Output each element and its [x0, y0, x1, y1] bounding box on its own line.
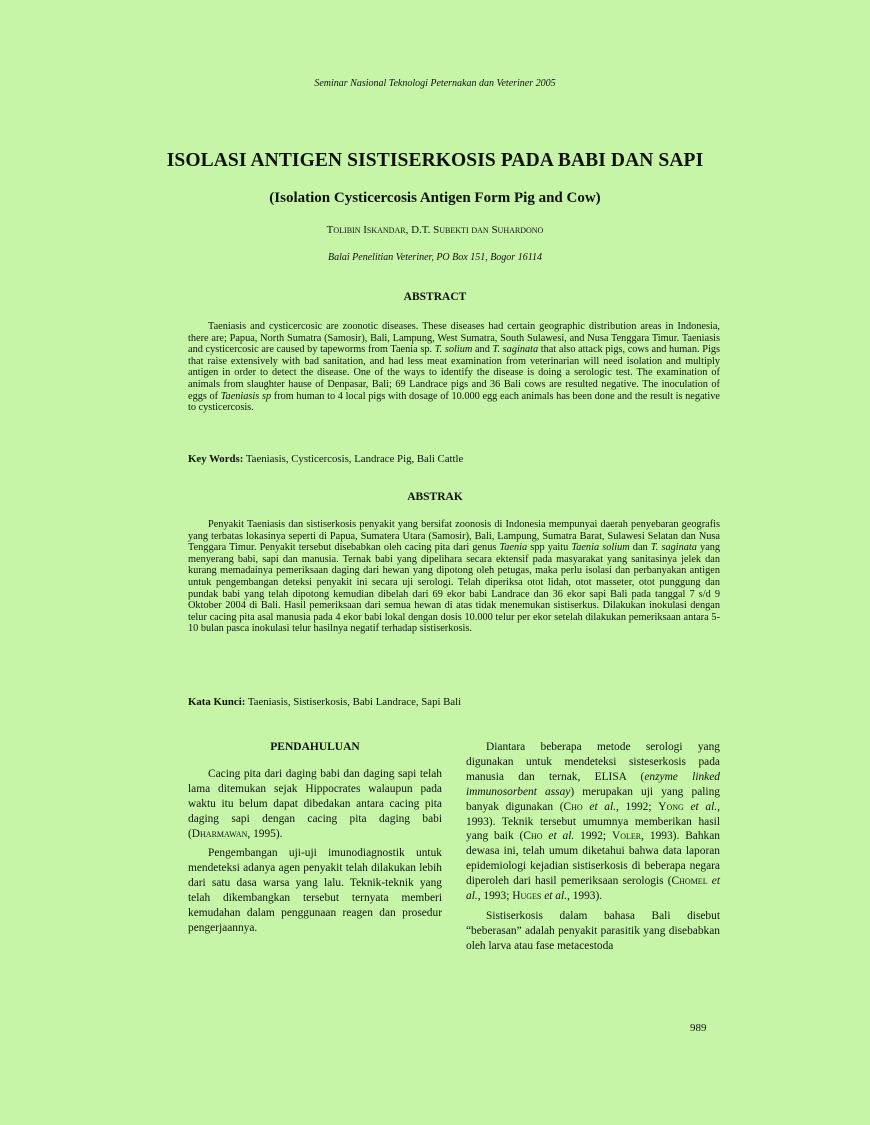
abstract-heading: ABSTRACT: [403, 291, 467, 303]
abstrak-paragraph: Penyakit Taeniasis dan sistiserkosis penyakit yang bersifat zoonosis di Indonesia mempunyai daerah penyebaran geografis yang terbatas lokasinya seperti di Papua, Sumatera Utara (Samosir), Bali, Lampung, Sumatra Barat, Sulawesi Selatan dan Nusa Tenggara Timur. Penyakit tersebut disebabkan oleh cacing pita dari genus Taenia spp yaitu Taenia solium dan T. saginata yang menyerang babi, sapi dan manusia. Ternak babi yang dipelihara secara ektensif pada masyarakat yang sanitasinya jelek dan kurang memadainya pemeriksaan daging dari hewan yang dipotong oleh petugas, maka perlu isolasi dan perbanyakan antigen untuk pengembangan deteksi penyakit ini secara uji serologi. Telah diperiksa otot lidah, otot masseter, otot punggung dan pundak babi yang telah dipotong kemudian dibelah dari 69 ekor babi Landrace dan 36 ekor sapi Bali pada tanggal 7 s/d 9 Oktober 2004 di Bali. Hasil pemeriksaan dari semua hewan di atas tidak menemukan sistiserkus. Dilakukan inokulasi dengan telur cacing pita asal manusia pada 4 ekor babi lokal dengan dosis 10.000 telur per ekor setelah dilakukan pemeriksaan antara 5-10 bulan pasca inokulasi telur hasilnya negatif terhadap sistiserkosis.: [188, 519, 721, 635]
section-heading-pendahuluan: PENDAHULUAN: [270, 741, 360, 753]
abstract-paragraph: Taeniasis and cysticercosic are zoonotic diseases. These diseases had certain geographic distribution areas in Indonesia, there are; Papua, North Sumatra (Samosir), Bali, Lampung, West Sumatra, South Sulawesi, and Nusa Tenggara Timur. Taeniasis and cysticercosic are caused by tapeworms from Taenia sp. T. solium and T. saginata that also attack pigs, cows and human. Pigs that raise extensively with bad sanitation, and had less meat examination from veterinarian will need isolation and multiply antigen in order to detect the disease. One of the ways to identify the disease is doing a serologic test. The examination of animals from slaughter hause of Denpasar, Bali; 69 Landrace pigs and 36 Bali cows are resulted negative. The inoculation of eggs of Taeniasis sp from human to 4 local pigs with dosage of 10.000 egg each animals has been done and the result is negative to cysticercosis.: [188, 321, 720, 414]
kata-kunci-label: Kata Kunci:: [188, 696, 246, 708]
keywords-label: Key Words:: [188, 453, 244, 465]
affiliation: Balai Penelitian Veteriner, PO Box 151, Bogor 16114: [328, 252, 542, 263]
body-paragraph: Cacing pita dari daging babi dan daging sapi telah lama ditemukan sejak Hippocrates walaupun pada waktu itu belum dapat dibedakan antara cacing pita daging sapi dengan cacing pita daging babi (Dharmawan, 1995).: [188, 767, 442, 840]
keywords-text: Taeniasis, Cysticercosis, Landrace Pig, Bali Cattle: [245, 453, 464, 465]
keywords: [188, 453, 720, 465]
authors: Tolibin Iskandar, D.T. Subekti dan Suhardono: [326, 224, 544, 236]
left-column: [188, 740, 442, 941]
paper-subtitle: (Isolation Cysticercosis Antigen Form Pig and Cow): [269, 190, 601, 206]
body-paragraph: Diantara beberapa metode serologi yang digunakan untuk mendeteksi sisteserkosis pada manusia dan ternak, ELISA (enzyme linked immunosorbent assay) merupakan uji yang paling banyak digunakan (Cho et al., 1992; Yong et al., 1993). Teknik tersebut umumnya memberikan hasil yang baik (Cho et al. 1992; Voler, 1993). Bahkan dewasa ini, telah umum diketahui bahwa data laporan epidemiologi kejadian sistiserkosis di beberapa negara diperoleh dari hasil pemeriksaan serologis (Chomel et al., 1993; Huges et al., 1993).: [466, 741, 720, 903]
abstrak-heading: ABSTRAK: [407, 491, 463, 503]
kata-kunci-text: Taeniasis, Sistiserkosis, Babi Landrace, Sapi Bali: [247, 696, 462, 708]
paper-title: ISOLASI ANTIGEN SISTISERKOSIS PADA BABI DAN SAPI: [166, 150, 704, 171]
kata-kunci: [188, 696, 720, 708]
running-header: Seminar Nasional Teknologi Peternakan dan Veteriner 2005: [314, 78, 556, 89]
body-paragraph: Pengembangan uji-uji imunodiagnostik untuk mendeteksi adanya agen penyakit telah dilakukan lebih dari satu dasa warsa yang lalu. Teknik-teknik yang telah dikembangkan tersebut ternyata memberi kemudahan dalam penggunaan reagen dan prosedur pengerjaannya.: [188, 847, 442, 934]
abstract-body: [188, 321, 720, 414]
abstrak-body: [188, 519, 720, 635]
page-number: 989: [690, 1022, 707, 1034]
right-column: [466, 740, 720, 959]
body-paragraph: Sistiserkosis dalam bahasa Bali disebut “beberasan” adalah penyakit parasitik yang disebabkan oleh larva atau fase metacestoda: [466, 909, 720, 952]
